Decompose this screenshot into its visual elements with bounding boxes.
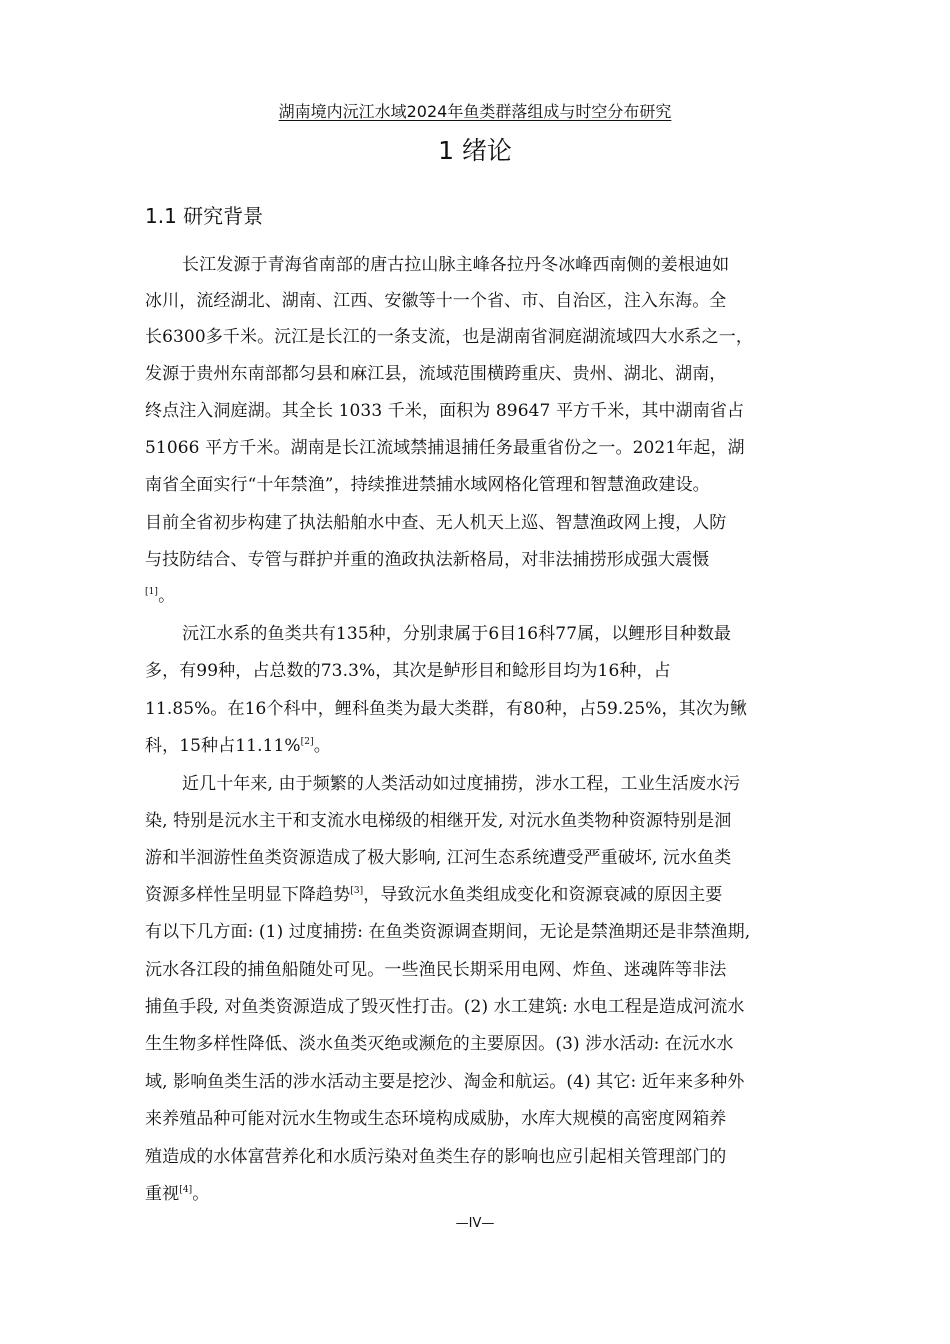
citation: [4] — [179, 1185, 193, 1195]
text-line: 染, 特别是沅水主干和支流水电梯级的相继开发, 对沅水鱼类物种资源特别是洄 — [145, 811, 732, 831]
text-line: 与技防结合、专管与群护并重的渔政执法新格局，对非法捕捞形成强大震慑 — [145, 550, 710, 570]
document-header-title: 湖南境内沅江水域2024年鱼类群落组成与时空分布研究 — [278, 102, 672, 121]
text-line: 游和半洄游性鱼类资源造成了极大影响, 江河生态系统遭受严重破坏, 沅水鱼类 — [145, 848, 732, 868]
text-line: 冰川，流经湖北、湖南、江西、安徽等十一个省、市、自治区，注入东海。全 — [145, 291, 727, 311]
text-line: 重视[4]。 — [145, 1184, 210, 1204]
section-title: 1.1 研究背景 — [145, 204, 264, 228]
text-line: 生生物多样性降低、淡水鱼类灭绝或濒危的主要原因。(3) 涉水活动: 在沅水水 — [145, 1034, 734, 1054]
text-line: 沅江水系的鱼类共有135种，分别隶属于6目16科77属，以鲤形目种数最 — [182, 624, 732, 644]
text-line: 南省全面实行“十年禁渔”，持续推进禁捕水域网格化管理和智慧渔政建设。 — [145, 475, 710, 495]
text-line: 51066 平方千米。湖南是长江流域禁捕退捕任务最重省份之一。2021年起，湖 — [145, 438, 745, 458]
citation: [1] — [145, 587, 159, 597]
citation: [3] — [350, 886, 364, 896]
text-line: [1]。 — [145, 586, 176, 606]
text-line: 有以下几方面: (1) 过度捕捞: 在鱼类资源调查期间，无论是禁渔期还是非禁渔期, — [145, 922, 751, 942]
page-number: —IV— — [455, 1216, 495, 1231]
text-line: 资源多样性呈明显下降趋势[3]，导致沅水鱼类组成变化和资源衰减的原因主要 — [145, 885, 723, 905]
text-line: 多，有99种，占总数的73.3%，其次是鲈形目和鲶形目均为16种，占 — [145, 661, 671, 681]
text-line: 终点注入洞庭湖。其全长 1033 千米，面积为 89647 平方千米，其中湖南省占 — [145, 401, 745, 421]
citation: [2] — [300, 737, 314, 747]
text-line: 11.85%。在16个科中，鲤科鱼类为最大类群，有80种，占59.25%，其次为鳅 — [145, 699, 748, 719]
text-line: 域, 影响鱼类生活的涉水活动主要是挖沙、淘金和航运。(4) 其它: 近年来多种外 — [145, 1072, 745, 1092]
text-line: 沅水各江段的捕鱼船随处可见。一些渔民长期采用电网、炸鱼、迷魂阵等非法 — [145, 960, 727, 980]
text-line: 来养殖品种可能对沅水生物或生态环境构成威胁，水库大规模的高密度网箱养 — [145, 1109, 727, 1129]
text-line: 捕鱼手段, 对鱼类资源造成了毁灭性打击。(2) 水工建筑: 水电工程是造成河流水 — [145, 997, 745, 1017]
text-line: 目前全省初步构建了执法船舶水中查、无人机天上巡、智慧渔政网上搜，人防 — [145, 513, 727, 533]
text-line: 近几十年来, 由于频繁的人类活动如过度捕捞，涉水工程，工业生活废水污 — [182, 774, 741, 794]
text-line: 科，15种占11.11%[2]。 — [145, 736, 331, 756]
chapter-title: 1 绪论 — [438, 136, 512, 165]
text-line: 长江发源于青海省南部的唐古拉山脉主峰各拉丹冬冰峰西南侧的姜根迪如 — [182, 255, 730, 275]
text-line: 发源于贵州东南部都匀县和麻江县，流域范围横跨重庆、贵州、湖北、湖南， — [145, 364, 727, 384]
text-line: 殖造成的水体富营养化和水质污染对鱼类生存的影响也应引起相关管理部门的 — [145, 1147, 727, 1167]
text-line: 长6300多千米。沅江是长江的一条支流，也是湖南省洞庭湖流域四大水系之一， — [145, 327, 753, 347]
